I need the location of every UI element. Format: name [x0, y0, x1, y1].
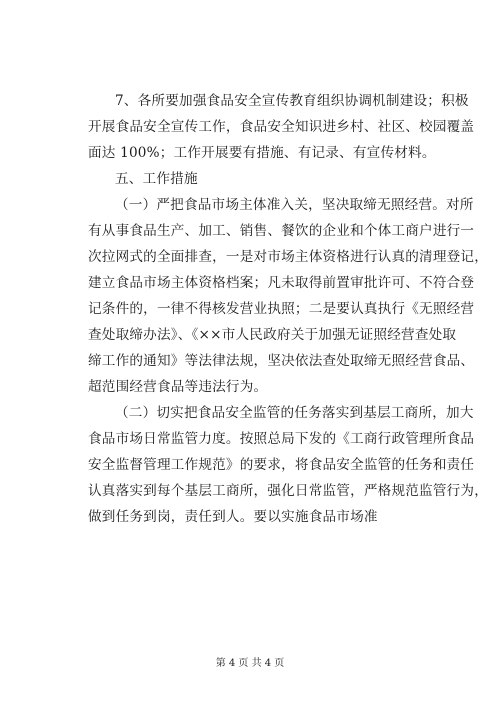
text-line: 食品市场日常监管力度。按照总局下发的《工商行政管理所食品: [88, 431, 475, 447]
document-body: [88, 88, 489, 530]
text-line: 五、工作措施: [115, 171, 198, 187]
text-line: 安全监督管理工作规范》的要求，将食品安全监管的任务和责任: [88, 457, 475, 473]
text-line: （一）严把食品市场主体准入关，坚决取缔无照经营。对所: [115, 197, 474, 213]
text-line: 缔工作的通知》等法律法规，坚决依法查处取缔无照经营食品、: [88, 353, 475, 369]
text-line: 7、各所要加强食品安全宣传教育组织协调机制建设；积极: [115, 93, 469, 109]
paragraph-measure-2: [88, 400, 489, 530]
text-line: 记条件的，一律不得核发营业执照；二是要认真执行《无照经营: [88, 301, 475, 317]
text-line: 认真落实到每个基层工商所，强化日常监管，严格规范监管行为，: [88, 483, 489, 499]
text-line: 做到任务到岗，责任到人。要以实施食品市场准: [88, 509, 378, 525]
text-line: 查处取缔办法》、《××市人民政府关于加强无证照经营查处取: [88, 327, 457, 343]
page-footer: 第 4 页 共 4 页: [215, 658, 285, 669]
text-line: 次拉网式的全面排查，一是对市场主体资格进行认真的清理登记，: [88, 249, 489, 265]
text-line: 建立食品市场主体资格档案；凡未取得前置审批许可、不符合登: [88, 275, 475, 291]
paragraph-measure-1: [88, 192, 489, 400]
paragraph-item-7: [88, 88, 475, 166]
text-line: 有从事食品生产、加工、销售、餐饮的企业和个体工商户进行一: [88, 223, 475, 239]
text-line: 超范围经营食品等违法行为。: [88, 379, 268, 395]
text-line: 面达 100%；工作开展要有措施、有记录、有宣传材料。: [88, 145, 436, 161]
text-line: 开展食品安全宣传工作，食品安全知识进乡村、社区、校园覆盖: [88, 119, 475, 135]
text-line: （二）切实把食品安全监管的任务落实到基层工商所，加大: [115, 405, 474, 421]
section-heading-measures: [88, 166, 423, 192]
